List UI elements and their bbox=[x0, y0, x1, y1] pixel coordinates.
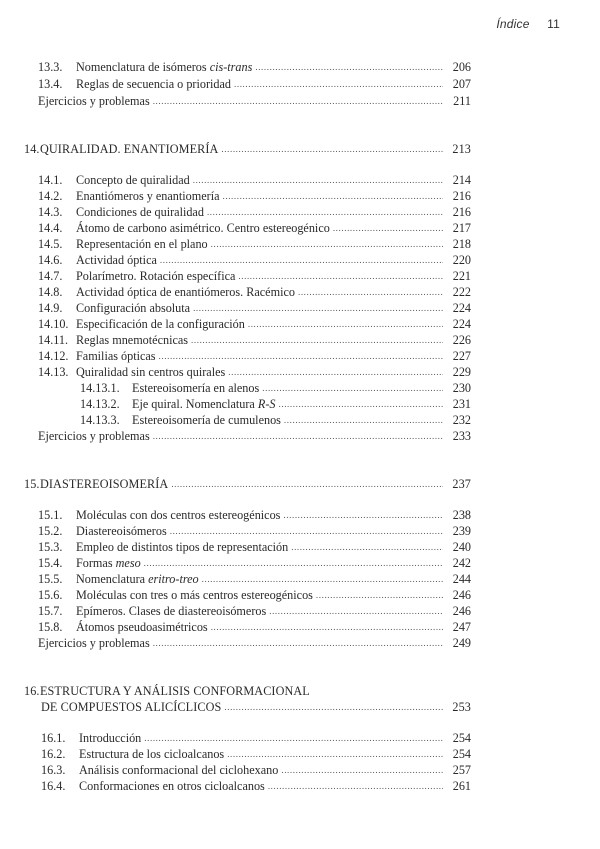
toc-page-number: 257 bbox=[452, 763, 471, 777]
toc-label bbox=[76, 619, 208, 635]
toc-page-number: 224 bbox=[452, 317, 471, 331]
dot-leader bbox=[211, 236, 443, 252]
toc-entry bbox=[41, 730, 471, 746]
toc-number: 14.13.1. bbox=[80, 381, 120, 395]
toc-number: 15.2. bbox=[38, 524, 63, 538]
dot-leader bbox=[262, 380, 443, 396]
dot-leader bbox=[227, 746, 443, 762]
toc-page-number: 213 bbox=[452, 142, 471, 156]
dot-leader bbox=[283, 507, 443, 523]
toc-number: 14.13.2. bbox=[80, 397, 120, 411]
toc-page-number: 211 bbox=[453, 94, 471, 108]
dot-leader bbox=[193, 172, 443, 188]
toc-entry bbox=[80, 380, 471, 396]
toc-label-text: Eje quiral. Nomenclatura bbox=[132, 397, 258, 411]
toc-entry bbox=[38, 603, 471, 619]
toc-exercises bbox=[38, 635, 471, 651]
toc-number: 14.7. bbox=[38, 269, 63, 283]
toc-number: 14.9. bbox=[38, 301, 63, 315]
toc-number: 15.4. bbox=[38, 556, 63, 570]
toc-number: 13.3. bbox=[38, 60, 63, 74]
dot-leader bbox=[207, 204, 443, 220]
toc-label-text: Especificación de la configuración bbox=[76, 317, 245, 331]
running-head-title: Índice bbox=[496, 17, 530, 31]
toc-label bbox=[76, 59, 252, 75]
dot-leader bbox=[171, 476, 443, 492]
toc-number: 14.13. bbox=[38, 365, 69, 379]
toc-label bbox=[76, 316, 245, 332]
toc-label-text: Ejercicios y problemas bbox=[38, 94, 150, 108]
toc-entry bbox=[38, 188, 471, 204]
toc-page-number: 218 bbox=[452, 237, 471, 251]
toc-number: 15.6. bbox=[38, 588, 63, 602]
toc-number: 14.3. bbox=[38, 205, 63, 219]
toc-number: 15.5. bbox=[38, 572, 63, 586]
toc-number: 16.4. bbox=[41, 779, 66, 793]
toc-label bbox=[79, 730, 141, 746]
toc-number: 15.3. bbox=[38, 540, 63, 554]
toc-page-number: 244 bbox=[452, 572, 471, 586]
toc-label-text: Introducción bbox=[79, 731, 142, 745]
toc-label-text: Reglas de secuencia o prioridad bbox=[76, 77, 231, 91]
dot-leader bbox=[291, 539, 443, 555]
toc-label-italic: meso bbox=[115, 556, 141, 570]
toc-entry bbox=[38, 364, 471, 380]
toc-number: 14.5. bbox=[38, 237, 63, 251]
toc-label-italic: eritro-treo bbox=[148, 572, 199, 586]
toc-entry bbox=[41, 778, 471, 794]
dot-leader bbox=[284, 412, 443, 428]
toc-entry bbox=[38, 332, 471, 348]
toc-page-number: 206 bbox=[452, 60, 471, 74]
toc-entry bbox=[38, 539, 471, 555]
toc-entry bbox=[38, 587, 471, 603]
toc-entry bbox=[80, 412, 471, 428]
toc-label bbox=[76, 507, 280, 523]
dot-leader bbox=[281, 762, 443, 778]
toc-label-text: Formas bbox=[76, 556, 116, 570]
toc-label bbox=[76, 188, 220, 204]
toc-label-text: Polarímetro. Rotación específica bbox=[76, 269, 236, 283]
dot-leader bbox=[279, 396, 444, 412]
toc-label-text: Moléculas con tres o más centros estereogénicos bbox=[76, 588, 313, 602]
toc-number: 15.8. bbox=[38, 620, 63, 634]
toc-label bbox=[132, 412, 281, 428]
toc-entry bbox=[38, 268, 471, 284]
toc-entry bbox=[41, 746, 471, 762]
toc-entry bbox=[38, 236, 471, 252]
toc-label-text: Estereoisomería de cumulenos bbox=[132, 413, 281, 427]
toc-label-text: Moléculas con dos centros estereogénicos bbox=[76, 508, 281, 522]
toc-label bbox=[76, 555, 141, 571]
dot-leader bbox=[268, 778, 443, 794]
toc-page-number: 221 bbox=[452, 269, 471, 283]
toc-label-text: Representación en el plano bbox=[76, 237, 208, 251]
toc-page-number: 242 bbox=[452, 556, 471, 570]
toc-entry bbox=[38, 252, 471, 268]
toc-page-number: 216 bbox=[452, 205, 471, 219]
toc-label bbox=[79, 746, 224, 762]
toc-entry bbox=[38, 523, 471, 539]
toc-page-number: 238 bbox=[452, 508, 471, 522]
toc-entry bbox=[38, 507, 471, 523]
toc-label bbox=[132, 396, 276, 412]
toc-label-text: Átomos pseudoasimétricos bbox=[76, 620, 208, 634]
toc-number: 15.1. bbox=[38, 508, 63, 522]
dot-leader bbox=[316, 587, 443, 603]
toc-chapter bbox=[24, 683, 471, 699]
toc-entry bbox=[41, 762, 471, 778]
toc-label-text: Configuración absoluta bbox=[76, 301, 191, 315]
toc-label bbox=[76, 348, 156, 364]
toc-number: 13.4. bbox=[38, 77, 63, 91]
toc-page-number: 249 bbox=[452, 636, 471, 650]
toc-label bbox=[76, 204, 204, 220]
toc-entry bbox=[80, 396, 471, 412]
dot-leader bbox=[170, 523, 443, 539]
toc-entry bbox=[38, 76, 471, 92]
toc-label bbox=[76, 236, 208, 252]
toc-label-text: Epímeros. Clases de diastereoisómeros bbox=[76, 604, 267, 618]
toc-number: 15. bbox=[24, 477, 40, 491]
toc-page-number: 222 bbox=[452, 285, 471, 299]
toc-entry bbox=[38, 348, 471, 364]
toc-label-text: Estructura de los cicloalcanos bbox=[79, 747, 225, 761]
toc-entry bbox=[38, 59, 471, 75]
toc-label-text: Condiciones de quiralidad bbox=[76, 205, 204, 219]
toc-label bbox=[40, 683, 310, 699]
dot-leader bbox=[144, 555, 443, 571]
toc-page-number: 231 bbox=[452, 397, 471, 411]
toc-entry bbox=[38, 204, 471, 220]
toc-page-number: 239 bbox=[452, 524, 471, 538]
toc-number: 14.13.3. bbox=[80, 413, 120, 427]
dot-leader bbox=[255, 59, 443, 75]
toc-page-number: 233 bbox=[452, 429, 471, 443]
dot-leader bbox=[221, 141, 443, 157]
page-number: 11 bbox=[547, 17, 560, 31]
dot-leader bbox=[333, 220, 443, 236]
toc-number: 14.8. bbox=[38, 285, 63, 299]
toc-label-text: Ejercicios y problemas bbox=[38, 636, 150, 650]
toc-number: 14.4. bbox=[38, 221, 63, 235]
dot-leader bbox=[193, 300, 443, 316]
toc-number: 14.10. bbox=[38, 317, 69, 331]
toc-label-text: Reglas mnemotécnicas bbox=[76, 333, 189, 347]
toc-label-text: Nomenclatura de isómeros bbox=[76, 60, 210, 74]
toc-label-text: Ejercicios y problemas bbox=[38, 429, 150, 443]
toc-page-number: 246 bbox=[452, 604, 471, 618]
toc-page-number: 226 bbox=[452, 333, 471, 347]
dot-leader bbox=[153, 428, 443, 444]
toc-label-text: Familias ópticas bbox=[76, 349, 156, 363]
toc-number: 16.2. bbox=[41, 747, 66, 761]
toc-page-number: 207 bbox=[452, 77, 471, 91]
toc-label bbox=[79, 762, 278, 778]
toc-entry bbox=[38, 316, 471, 332]
toc-label-text: Conformaciones en otros cicloalcanos bbox=[79, 779, 265, 793]
toc-number: 14.11. bbox=[38, 333, 69, 347]
toc-number: 14.6. bbox=[38, 253, 63, 267]
toc-number: 14.2. bbox=[38, 189, 63, 203]
toc-label bbox=[76, 300, 190, 316]
dot-leader bbox=[238, 268, 443, 284]
toc-page-number: 254 bbox=[452, 747, 471, 761]
toc-entry bbox=[38, 284, 471, 300]
toc-label bbox=[38, 635, 150, 651]
toc-label-text: Estereoisomería en alenos bbox=[132, 381, 260, 395]
dot-leader bbox=[160, 252, 443, 268]
toc-page-number: 220 bbox=[452, 253, 471, 267]
dot-leader bbox=[159, 348, 443, 364]
toc-page-number: 237 bbox=[452, 477, 471, 491]
toc-number: 15.7. bbox=[38, 604, 63, 618]
toc-page-number: 230 bbox=[452, 381, 471, 395]
toc-label-text: Enantiómeros y enantiomería bbox=[76, 189, 220, 203]
toc-entry bbox=[38, 300, 471, 316]
running-head bbox=[496, 17, 560, 31]
toc-number: 14.12. bbox=[38, 349, 69, 363]
toc-chapter bbox=[24, 476, 471, 492]
toc-label-text: Actividad óptica bbox=[76, 253, 157, 267]
toc-label bbox=[41, 699, 221, 715]
toc-label-text: Análisis conformacional del ciclohexano bbox=[79, 763, 279, 777]
toc-page-number: 261 bbox=[452, 779, 471, 793]
dot-leader bbox=[223, 188, 444, 204]
dot-leader bbox=[211, 619, 443, 635]
toc-label-text: Quiralidad sin centros quirales bbox=[76, 365, 226, 379]
dot-leader bbox=[224, 699, 443, 715]
dot-leader bbox=[153, 93, 443, 109]
toc-number: 14. bbox=[24, 142, 40, 156]
toc-page-number: 216 bbox=[452, 189, 471, 203]
toc-label bbox=[76, 523, 167, 539]
toc-label-italic: R-S bbox=[257, 397, 276, 411]
toc-page-number: 217 bbox=[452, 221, 471, 235]
toc-entry bbox=[38, 172, 471, 188]
toc-page-number: 240 bbox=[452, 540, 471, 554]
toc-chapter bbox=[24, 141, 471, 157]
toc-label bbox=[76, 268, 235, 284]
toc-label-text: Diastereoisómeros bbox=[76, 524, 167, 538]
toc-page-number: 247 bbox=[452, 620, 471, 634]
toc-label-text: ESTRUCTURA Y ANÁLISIS CONFORMACIONAL bbox=[40, 684, 310, 698]
toc-number: 16.1. bbox=[41, 731, 66, 745]
dot-leader bbox=[248, 316, 443, 332]
toc-page-number: 253 bbox=[452, 700, 471, 714]
toc-label bbox=[76, 172, 190, 188]
toc-number: 16.3. bbox=[41, 763, 66, 777]
toc-label bbox=[76, 539, 288, 555]
dot-leader bbox=[191, 332, 443, 348]
toc-number: 16. bbox=[24, 684, 40, 698]
toc-label-text: Átomo de carbono asimétrico. Centro estereogénico bbox=[76, 221, 330, 235]
dot-leader bbox=[298, 284, 443, 300]
toc-label-text: DIASTEREOISOMERÍA bbox=[40, 477, 169, 491]
toc-label-text: Empleo de distintos tipos de representación bbox=[76, 540, 289, 554]
toc-label bbox=[76, 284, 295, 300]
toc-label bbox=[76, 252, 157, 268]
toc-page-number: 224 bbox=[452, 301, 471, 315]
toc-label bbox=[79, 778, 265, 794]
toc-label-text: DE COMPUESTOS ALICÍCLICOS bbox=[41, 700, 222, 714]
toc-label bbox=[38, 428, 150, 444]
toc-label bbox=[40, 476, 168, 492]
dot-leader bbox=[202, 571, 443, 587]
dot-leader bbox=[153, 635, 443, 651]
toc-label-text: QUIRALIDAD. ENANTIOMERÍA bbox=[40, 142, 219, 156]
toc-page-number: 232 bbox=[452, 413, 471, 427]
toc-label bbox=[76, 587, 313, 603]
toc-label bbox=[38, 93, 150, 109]
toc-entry bbox=[38, 619, 471, 635]
toc-number: 14.1. bbox=[38, 173, 63, 187]
toc-label-italic: cis-trans bbox=[209, 60, 253, 74]
toc-label bbox=[76, 603, 266, 619]
toc-label bbox=[40, 141, 218, 157]
toc-label bbox=[76, 76, 231, 92]
toc-label-text: Nomenclatura bbox=[76, 572, 149, 586]
toc-label bbox=[76, 571, 199, 587]
toc-page-number: 254 bbox=[452, 731, 471, 745]
toc-entry bbox=[38, 220, 471, 236]
dot-leader bbox=[144, 730, 443, 746]
toc-page-number: 214 bbox=[452, 173, 471, 187]
toc-label-text: Concepto de quiralidad bbox=[76, 173, 190, 187]
toc-exercises bbox=[38, 93, 471, 109]
toc-page-number: 229 bbox=[452, 365, 471, 379]
toc-page-number: 227 bbox=[452, 349, 471, 363]
toc-entry bbox=[38, 571, 471, 587]
toc-entry bbox=[38, 555, 471, 571]
toc-label bbox=[76, 332, 188, 348]
toc-label bbox=[76, 220, 330, 236]
toc-chapter bbox=[41, 699, 471, 715]
toc-label bbox=[132, 380, 259, 396]
dot-leader bbox=[269, 603, 443, 619]
dot-leader bbox=[234, 76, 443, 92]
toc-page-number: 246 bbox=[452, 588, 471, 602]
toc-label-text: Actividad óptica de enantiómeros. Racémico bbox=[76, 285, 295, 299]
toc-exercises bbox=[38, 428, 471, 444]
dot-leader bbox=[228, 364, 443, 380]
toc-label bbox=[76, 364, 225, 380]
